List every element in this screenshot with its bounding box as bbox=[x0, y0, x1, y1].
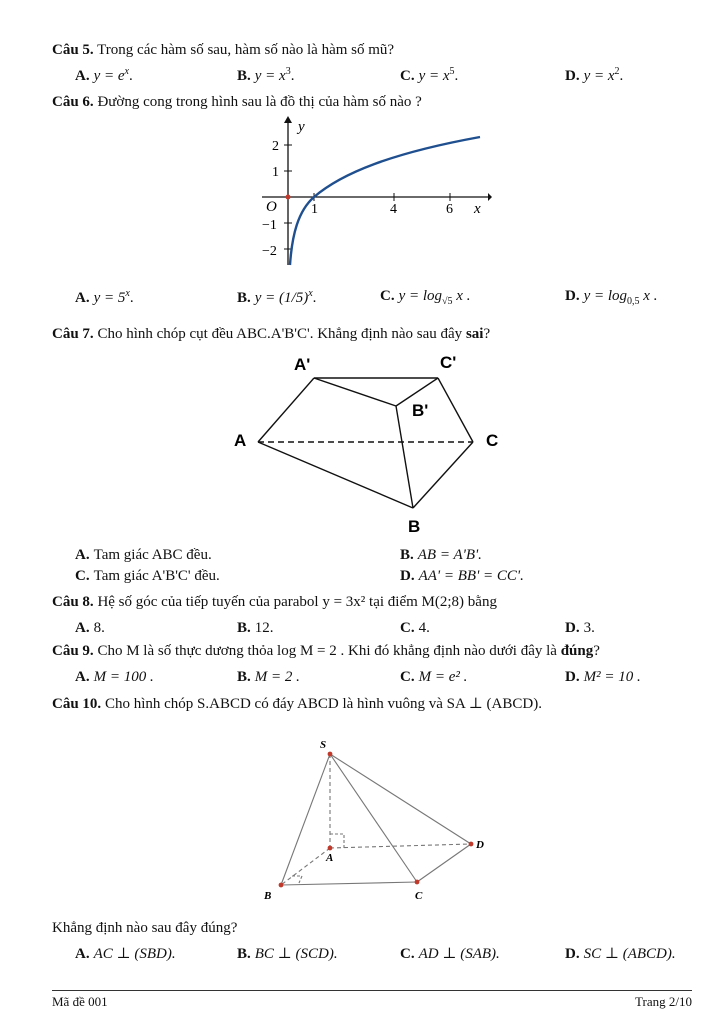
q6-stem bbox=[52, 94, 422, 111]
point-a bbox=[328, 846, 333, 851]
label-s: S bbox=[320, 739, 327, 751]
q9-option-d[interactable]: D. M² = 10 . bbox=[565, 669, 641, 685]
q9-option-c[interactable]: C. M = e² . bbox=[400, 669, 468, 685]
label-c: C bbox=[486, 431, 499, 450]
label-c: C bbox=[415, 890, 423, 902]
q10-stem bbox=[52, 694, 542, 713]
q8-option-d[interactable]: D. 3. bbox=[565, 620, 595, 636]
q7-option-a[interactable]: A. Tam giác ABC đều. bbox=[75, 547, 212, 563]
q6-label: Câu 6. bbox=[52, 94, 94, 110]
q5-option-a[interactable]: A. $y = e^x$. bbox=[75, 66, 133, 84]
q9-bold-word: đúng bbox=[560, 643, 594, 659]
q5-options bbox=[75, 66, 695, 88]
label-b: B bbox=[264, 890, 272, 902]
q7-figure bbox=[228, 350, 518, 540]
q9-option-b[interactable]: B. M = 2 . bbox=[237, 669, 300, 685]
q5-text: Trong các hàm số sau, hàm số nào là hàm số mũ? bbox=[97, 42, 395, 58]
q7-options-row2 bbox=[75, 568, 695, 590]
q9-label: Câu 9. bbox=[52, 643, 94, 659]
q5-option-c[interactable]: C. $y = x^5$. bbox=[400, 66, 459, 84]
x-tick-6: 6 bbox=[446, 202, 453, 217]
q6-option-b[interactable]: B. $y = (1/5)^x$. bbox=[237, 288, 317, 306]
point-b bbox=[279, 883, 284, 888]
label-d: D bbox=[476, 839, 484, 851]
q6-graph bbox=[252, 115, 492, 275]
q8-option-c[interactable]: C. 4. bbox=[400, 620, 430, 636]
q6-option-c[interactable]: C. $y = \log_{√5} x$ . bbox=[380, 288, 471, 307]
q10-option-a[interactable]: A. AC ⊥ (SBD). bbox=[75, 946, 176, 962]
q6-option-d[interactable]: D. $y = \log_{0,5} x$ . bbox=[565, 288, 658, 307]
x-tick-1: 1 bbox=[311, 202, 318, 217]
label-c-prime: C' bbox=[440, 353, 457, 372]
q10-options bbox=[75, 944, 695, 966]
q7-label: Câu 7. bbox=[52, 326, 94, 342]
q7-option-c[interactable]: C. Tam giác A'B'C' đều. bbox=[75, 568, 220, 584]
q7-option-b[interactable]: B. AB = A'B'. bbox=[400, 547, 482, 563]
q8-option-a[interactable]: A. 8. bbox=[75, 620, 105, 636]
q10-prompt: Khẳng định nào sau đây đúng? bbox=[52, 920, 238, 936]
point-s bbox=[328, 752, 333, 757]
q5-label: Câu 5. bbox=[52, 42, 94, 58]
q9-stem: Câu 9. Cho M là số thực dương thỏa log M = 2 . Khi đó khẳng định nào dưới đây là đúng? bbox=[52, 643, 600, 659]
y-tick-2: 2 bbox=[272, 139, 279, 154]
x-axis-arrow-icon bbox=[488, 193, 492, 201]
y-tick-neg1: −1 bbox=[262, 218, 277, 233]
origin-point bbox=[286, 195, 291, 200]
q6-option-a[interactable]: A. $y = 5^x$. bbox=[75, 288, 134, 306]
label-a-prime: A' bbox=[294, 355, 311, 374]
q9-option-a[interactable]: A. M = 100 . bbox=[75, 669, 154, 685]
q9-text: Cho M là số thực dương thỏa log M = 2 . Khi đó khẳng định nào dưới đây là bbox=[97, 643, 557, 659]
q7-text: Cho hình chóp cụt đều ABC.A'B'C'. Khẳng định nào sau đây bbox=[97, 326, 463, 342]
origin-label: O bbox=[266, 199, 277, 215]
x-tick-4: 4 bbox=[390, 202, 397, 217]
q8-text: Hệ số góc của tiếp tuyến của parabol y = 3x² tại điểm M(2;8) bằng bbox=[97, 594, 497, 610]
q8-option-b[interactable]: B. 12. bbox=[237, 620, 274, 636]
q10-option-d[interactable]: D. SC ⊥ (ABCD). bbox=[565, 946, 676, 962]
q10-text: Cho hình chóp S.ABCD có đáy ABCD là hình vuông và SA ⊥ (ABCD). bbox=[104, 696, 542, 712]
y-tick-1: 1 bbox=[272, 165, 279, 180]
label-b-prime: B' bbox=[412, 401, 429, 420]
page-number: Trang 2/10 bbox=[635, 994, 692, 1009]
q5-stem bbox=[52, 42, 394, 59]
log-curve bbox=[290, 137, 480, 265]
q7-bold-word: sai bbox=[465, 326, 484, 342]
q9-options bbox=[75, 669, 695, 691]
label-a: A bbox=[234, 431, 247, 450]
label-b: B bbox=[408, 517, 421, 536]
point-c bbox=[415, 880, 420, 885]
q7-stem: Câu 7. Cho hình chóp cụt đều ABC.A'B'C'. Khẳng định nào sau đây sai? bbox=[52, 326, 491, 342]
q8-stem bbox=[52, 594, 497, 611]
y-axis-arrow-icon bbox=[284, 116, 292, 123]
q7-options-row1 bbox=[75, 547, 695, 569]
x-axis-label: x bbox=[474, 201, 481, 217]
q8-label: Câu 8. bbox=[52, 594, 94, 610]
q7-option-d[interactable]: D. AA' = BB' = CC'. bbox=[400, 568, 524, 584]
q8-options bbox=[75, 620, 695, 642]
q5-option-b[interactable]: B. $y = x^3$. bbox=[237, 66, 295, 84]
q6-text: Đường cong trong hình sau là đồ thị của hàm số nào ? bbox=[97, 94, 422, 110]
point-d bbox=[469, 842, 474, 847]
q6-options bbox=[75, 288, 695, 310]
label-a: A bbox=[326, 852, 334, 864]
q10-figure bbox=[250, 730, 500, 910]
y-tick-neg2: −2 bbox=[262, 244, 277, 259]
q10-label: Câu 10. bbox=[52, 696, 102, 712]
footer-divider bbox=[52, 990, 692, 991]
exam-code: Mã đề 001 bbox=[52, 994, 108, 1009]
q10-option-b[interactable]: B. BC ⊥ (SCD). bbox=[237, 946, 338, 962]
y-axis-label: y bbox=[298, 119, 305, 135]
q5-option-d[interactable]: D. $y = x^2$. bbox=[565, 66, 624, 84]
q10-option-c[interactable]: C. AD ⊥ (SAB). bbox=[400, 946, 500, 962]
